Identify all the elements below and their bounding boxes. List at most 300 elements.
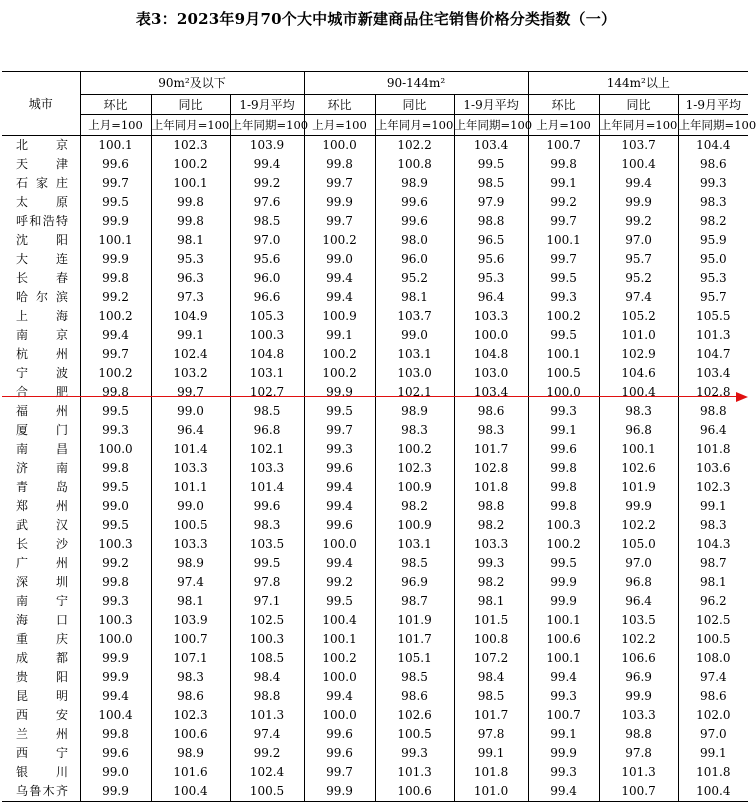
index-value: 100.2 — [304, 364, 375, 383]
table-row — [2, 383, 748, 402]
table-row — [2, 193, 748, 212]
subcol-header: 同比 — [599, 95, 678, 115]
index-value: 99.0 — [304, 250, 375, 269]
index-value: 99.8 — [80, 269, 151, 288]
base-header: 上年同月=100 — [599, 115, 678, 136]
index-value: 98.2 — [375, 497, 454, 516]
index-value: 100.4 — [304, 611, 375, 630]
subcol-header: 1-9月平均 — [454, 95, 528, 115]
index-value: 102.3 — [151, 706, 230, 725]
index-value: 99.9 — [304, 782, 375, 802]
index-value: 99.1 — [678, 497, 748, 516]
index-value: 96.4 — [454, 288, 528, 307]
index-value: 100.0 — [304, 136, 375, 156]
table-row — [2, 364, 748, 383]
index-value: 100.4 — [599, 383, 678, 402]
index-value: 103.0 — [454, 364, 528, 383]
index-value: 99.9 — [599, 193, 678, 212]
table-row — [2, 782, 748, 802]
index-value: 105.0 — [599, 535, 678, 554]
index-value: 99.6 — [304, 516, 375, 535]
index-value: 99.0 — [151, 402, 230, 421]
index-value: 97.0 — [678, 725, 748, 744]
index-value: 100.1 — [528, 345, 599, 364]
city-name: 石家庄 — [16, 176, 68, 190]
index-value: 98.5 — [454, 174, 528, 193]
city-name: 重庆 — [16, 632, 68, 646]
city-name: 杭州 — [16, 347, 68, 361]
index-value: 105.5 — [678, 307, 748, 326]
index-value: 99.9 — [528, 573, 599, 592]
index-value: 96.8 — [599, 421, 678, 440]
group-header-medium: 90-144m² — [304, 72, 528, 95]
index-value: 99.8 — [151, 212, 230, 231]
index-value: 100.7 — [151, 630, 230, 649]
table-row — [2, 250, 748, 269]
index-value: 97.4 — [151, 573, 230, 592]
index-value: 99.5 — [80, 193, 151, 212]
index-value: 99.7 — [304, 421, 375, 440]
index-value: 98.4 — [230, 668, 304, 687]
index-value: 100.5 — [230, 782, 304, 802]
index-value: 104.8 — [454, 345, 528, 364]
table-row — [2, 326, 748, 345]
index-value: 96.4 — [599, 592, 678, 611]
index-value: 97.0 — [599, 554, 678, 573]
table-row — [2, 269, 748, 288]
index-value: 99.3 — [528, 763, 599, 782]
index-value: 104.8 — [230, 345, 304, 364]
city-name: 北京 — [16, 138, 68, 152]
index-value: 99.3 — [454, 554, 528, 573]
index-value: 99.2 — [80, 288, 151, 307]
index-value: 103.7 — [599, 136, 678, 156]
index-value: 100.1 — [80, 231, 151, 250]
index-value: 97.0 — [230, 231, 304, 250]
index-value: 99.3 — [528, 687, 599, 706]
index-value: 100.1 — [528, 231, 599, 250]
index-value: 99.4 — [80, 687, 151, 706]
index-value: 100.0 — [304, 706, 375, 725]
table-row — [2, 402, 748, 421]
index-value: 98.8 — [454, 497, 528, 516]
index-value: 99.0 — [80, 763, 151, 782]
index-value: 99.9 — [599, 497, 678, 516]
index-value: 99.4 — [304, 288, 375, 307]
index-value: 95.7 — [599, 250, 678, 269]
index-value: 101.9 — [599, 478, 678, 497]
index-value: 100.0 — [80, 630, 151, 649]
table-row — [2, 725, 748, 744]
index-value: 98.4 — [454, 668, 528, 687]
index-value: 98.3 — [375, 421, 454, 440]
index-value: 103.9 — [151, 611, 230, 630]
index-value: 103.3 — [151, 535, 230, 554]
table-row — [2, 668, 748, 687]
index-value: 101.4 — [151, 440, 230, 459]
city-name: 济南 — [16, 461, 68, 475]
index-value: 100.3 — [80, 535, 151, 554]
index-value: 97.8 — [454, 725, 528, 744]
city-name: 西安 — [16, 708, 68, 722]
index-value: 100.6 — [528, 630, 599, 649]
index-value: 99.7 — [80, 345, 151, 364]
index-value: 98.6 — [678, 155, 748, 174]
index-value: 101.7 — [454, 706, 528, 725]
city-name: 青岛 — [16, 480, 68, 494]
index-value: 100.6 — [375, 782, 454, 802]
index-value: 99.7 — [304, 212, 375, 231]
base-header: 上月=100 — [80, 115, 151, 136]
red-arrow-head — [736, 392, 748, 402]
subcol-header: 环比 — [528, 95, 599, 115]
index-value: 97.4 — [599, 288, 678, 307]
city-name: 广州 — [16, 556, 68, 570]
index-value: 100.7 — [528, 136, 599, 156]
index-value: 102.1 — [230, 440, 304, 459]
index-value: 98.2 — [678, 212, 748, 231]
city-name: 昆明 — [16, 689, 68, 703]
index-value: 98.8 — [599, 725, 678, 744]
city-name: 兰州 — [16, 727, 68, 741]
table-row — [2, 212, 748, 231]
index-value: 103.3 — [599, 706, 678, 725]
table-row — [2, 421, 748, 440]
index-value: 100.2 — [304, 345, 375, 364]
table-row — [2, 174, 748, 193]
table-row — [2, 459, 748, 478]
base-header: 上月=100 — [528, 115, 599, 136]
table-row — [2, 763, 748, 782]
index-value: 99.2 — [304, 573, 375, 592]
base-header: 上年同月=100 — [151, 115, 230, 136]
city-name: 大连 — [16, 252, 68, 266]
city-name: 厦门 — [16, 423, 68, 437]
index-value: 98.9 — [375, 402, 454, 421]
index-value: 103.5 — [599, 611, 678, 630]
index-value: 101.0 — [454, 782, 528, 802]
index-value: 98.2 — [454, 573, 528, 592]
city-name: 上海 — [16, 309, 68, 323]
index-value: 99.6 — [304, 725, 375, 744]
group-header-large: 144m²以上 — [528, 72, 748, 95]
index-value: 99.0 — [375, 326, 454, 345]
index-value: 105.2 — [599, 307, 678, 326]
index-value: 95.0 — [678, 250, 748, 269]
index-value: 108.0 — [678, 649, 748, 668]
index-value: 99.4 — [528, 668, 599, 687]
index-value: 102.4 — [151, 345, 230, 364]
city-name: 南昌 — [16, 442, 68, 456]
index-value: 99.5 — [230, 554, 304, 573]
city-name: 长春 — [16, 271, 68, 285]
index-value: 107.2 — [454, 649, 528, 668]
index-value: 99.4 — [80, 326, 151, 345]
index-value: 99.0 — [151, 497, 230, 516]
subcol-header: 同比 — [151, 95, 230, 115]
index-value: 108.5 — [230, 649, 304, 668]
index-value: 97.1 — [230, 592, 304, 611]
index-value: 102.8 — [678, 383, 748, 402]
index-value: 95.3 — [454, 269, 528, 288]
index-value: 102.3 — [151, 136, 230, 156]
index-value: 99.7 — [151, 383, 230, 402]
index-value: 96.9 — [375, 573, 454, 592]
index-value: 101.4 — [230, 478, 304, 497]
index-value: 96.8 — [230, 421, 304, 440]
subcol-header: 环比 — [80, 95, 151, 115]
price-index-table — [2, 71, 756, 802]
index-value: 99.6 — [304, 744, 375, 763]
index-value: 98.1 — [151, 231, 230, 250]
index-value: 104.3 — [678, 535, 748, 554]
index-value: 99.4 — [304, 497, 375, 516]
index-value: 97.3 — [151, 288, 230, 307]
index-value: 99.8 — [80, 383, 151, 402]
index-value: 98.5 — [375, 668, 454, 687]
index-value: 101.5 — [454, 611, 528, 630]
city-name: 合肥 — [16, 385, 68, 399]
index-value: 104.9 — [151, 307, 230, 326]
index-value: 103.3 — [151, 459, 230, 478]
index-value: 99.8 — [528, 497, 599, 516]
index-value: 99.2 — [528, 193, 599, 212]
index-value: 100.1 — [599, 440, 678, 459]
index-value: 99.4 — [304, 269, 375, 288]
group-header-small: 90m²及以下 — [80, 72, 304, 95]
index-value: 95.3 — [678, 269, 748, 288]
index-value: 102.2 — [375, 136, 454, 156]
index-value: 99.9 — [599, 687, 678, 706]
index-value: 99.4 — [599, 174, 678, 193]
index-value: 99.6 — [375, 193, 454, 212]
index-value: 99.6 — [375, 212, 454, 231]
table-body — [2, 136, 748, 802]
index-value: 99.3 — [528, 288, 599, 307]
city-name: 深圳 — [16, 575, 68, 589]
index-value: 95.3 — [151, 250, 230, 269]
index-value: 97.0 — [599, 231, 678, 250]
base-header: 上年同月=100 — [375, 115, 454, 136]
index-value: 102.1 — [375, 383, 454, 402]
city-name: 宁波 — [16, 366, 68, 380]
table-row — [2, 288, 748, 307]
index-value: 95.9 — [678, 231, 748, 250]
base-header: 上年同期=100 — [678, 115, 748, 136]
index-value: 100.9 — [375, 478, 454, 497]
index-value: 102.2 — [599, 630, 678, 649]
index-value: 100.2 — [304, 231, 375, 250]
table-row — [2, 345, 748, 364]
city-name: 天津 — [16, 157, 68, 171]
index-value: 98.3 — [599, 402, 678, 421]
index-value: 103.2 — [151, 364, 230, 383]
index-value: 99.8 — [80, 725, 151, 744]
index-value: 101.3 — [599, 763, 678, 782]
table-row — [2, 573, 748, 592]
index-value: 98.3 — [678, 193, 748, 212]
table-row — [2, 706, 748, 725]
index-value: 101.8 — [678, 440, 748, 459]
index-value: 99.4 — [304, 478, 375, 497]
index-value: 99.9 — [528, 592, 599, 611]
table-title: 表3：2023年9月70个大中城市新建商品住宅销售价格分类指数（一） — [135, 10, 617, 28]
index-value: 99.1 — [528, 421, 599, 440]
index-value: 100.1 — [151, 174, 230, 193]
index-value: 99.8 — [151, 193, 230, 212]
index-value: 99.9 — [80, 668, 151, 687]
index-value: 100.8 — [375, 155, 454, 174]
index-value: 99.7 — [80, 174, 151, 193]
index-value: 104.7 — [678, 345, 748, 364]
table-row — [2, 478, 748, 497]
index-value: 98.9 — [151, 744, 230, 763]
index-value: 99.1 — [678, 744, 748, 763]
index-value: 107.1 — [151, 649, 230, 668]
index-value: 99.9 — [80, 649, 151, 668]
index-value: 103.1 — [230, 364, 304, 383]
index-value: 100.1 — [80, 136, 151, 156]
index-value: 98.3 — [678, 516, 748, 535]
index-value: 98.5 — [375, 554, 454, 573]
city-name: 福州 — [16, 404, 68, 418]
index-value: 102.9 — [599, 345, 678, 364]
index-value: 100.2 — [80, 307, 151, 326]
index-value: 101.9 — [375, 611, 454, 630]
index-value: 99.5 — [304, 402, 375, 421]
index-value: 99.3 — [678, 174, 748, 193]
table-row — [2, 592, 748, 611]
city-name: 成都 — [16, 651, 68, 665]
subcol-header: 环比 — [304, 95, 375, 115]
index-value: 99.6 — [304, 459, 375, 478]
index-value: 96.2 — [678, 592, 748, 611]
index-value: 98.5 — [230, 402, 304, 421]
index-value: 100.1 — [528, 649, 599, 668]
index-value: 99.6 — [80, 744, 151, 763]
table-header — [2, 72, 756, 136]
index-value: 102.5 — [230, 611, 304, 630]
index-value: 99.5 — [528, 554, 599, 573]
index-value: 98.3 — [151, 668, 230, 687]
index-value: 101.0 — [599, 326, 678, 345]
index-value: 97.6 — [230, 193, 304, 212]
index-value: 95.7 — [678, 288, 748, 307]
index-value: 99.6 — [230, 497, 304, 516]
base-header: 上年同期=100 — [230, 115, 304, 136]
index-value: 96.5 — [454, 231, 528, 250]
index-value: 99.2 — [599, 212, 678, 231]
index-value: 99.1 — [528, 725, 599, 744]
index-value: 103.0 — [375, 364, 454, 383]
index-value: 98.8 — [454, 212, 528, 231]
index-value: 103.5 — [230, 535, 304, 554]
table-row — [2, 136, 748, 156]
index-value: 99.5 — [528, 326, 599, 345]
index-value: 99.9 — [80, 250, 151, 269]
index-value: 99.5 — [80, 516, 151, 535]
city-name: 西宁 — [16, 746, 68, 760]
index-value: 98.3 — [454, 421, 528, 440]
index-value: 105.3 — [230, 307, 304, 326]
index-value: 102.6 — [375, 706, 454, 725]
index-value: 98.6 — [375, 687, 454, 706]
index-value: 103.7 — [375, 307, 454, 326]
city-name: 乌鲁木齐 — [16, 784, 68, 798]
index-value: 99.2 — [80, 554, 151, 573]
index-value: 100.7 — [599, 782, 678, 802]
index-value: 99.9 — [304, 193, 375, 212]
index-value: 100.4 — [599, 155, 678, 174]
index-value: 103.6 — [678, 459, 748, 478]
index-value: 98.8 — [230, 687, 304, 706]
index-value: 100.2 — [304, 649, 375, 668]
index-value: 96.8 — [599, 573, 678, 592]
index-value: 99.3 — [304, 440, 375, 459]
index-value: 95.6 — [454, 250, 528, 269]
index-value: 99.5 — [304, 592, 375, 611]
city-name: 长沙 — [16, 537, 68, 551]
index-value: 100.4 — [80, 706, 151, 725]
index-value: 99.8 — [528, 459, 599, 478]
index-value: 100.0 — [528, 383, 599, 402]
index-value: 100.2 — [528, 307, 599, 326]
index-value: 98.5 — [230, 212, 304, 231]
index-value: 99.4 — [304, 554, 375, 573]
index-value: 102.3 — [375, 459, 454, 478]
index-value: 102.5 — [678, 611, 748, 630]
city-name: 银川 — [16, 765, 68, 779]
table-row — [2, 535, 748, 554]
city-name: 武汉 — [16, 518, 68, 532]
city-name: 沈阳 — [16, 233, 68, 247]
index-value: 96.4 — [678, 421, 748, 440]
table-row — [2, 744, 748, 763]
index-value: 99.3 — [80, 421, 151, 440]
index-value: 98.6 — [454, 402, 528, 421]
index-value: 100.0 — [304, 535, 375, 554]
index-value: 98.1 — [375, 288, 454, 307]
index-value: 95.6 — [230, 250, 304, 269]
index-value: 100.3 — [230, 326, 304, 345]
index-value: 104.4 — [678, 136, 748, 156]
index-value: 98.2 — [454, 516, 528, 535]
index-value: 106.6 — [599, 649, 678, 668]
index-value: 98.6 — [151, 687, 230, 706]
index-value: 101.8 — [454, 763, 528, 782]
index-value: 99.8 — [304, 155, 375, 174]
index-value: 99.1 — [304, 326, 375, 345]
index-value: 99.8 — [80, 573, 151, 592]
table-row — [2, 440, 748, 459]
index-value: 98.5 — [454, 687, 528, 706]
index-value: 103.4 — [678, 364, 748, 383]
index-value: 97.8 — [599, 744, 678, 763]
index-value: 103.3 — [454, 307, 528, 326]
index-value: 99.6 — [528, 440, 599, 459]
index-value: 100.0 — [454, 326, 528, 345]
index-value: 100.1 — [304, 630, 375, 649]
index-value: 103.1 — [375, 345, 454, 364]
index-value: 100.4 — [678, 782, 748, 802]
red-arrow-line — [2, 396, 742, 397]
index-value: 103.4 — [454, 383, 528, 402]
index-value: 97.4 — [230, 725, 304, 744]
index-value: 101.8 — [454, 478, 528, 497]
city-name: 南宁 — [16, 594, 68, 608]
index-value: 100.3 — [230, 630, 304, 649]
index-value: 100.5 — [375, 725, 454, 744]
